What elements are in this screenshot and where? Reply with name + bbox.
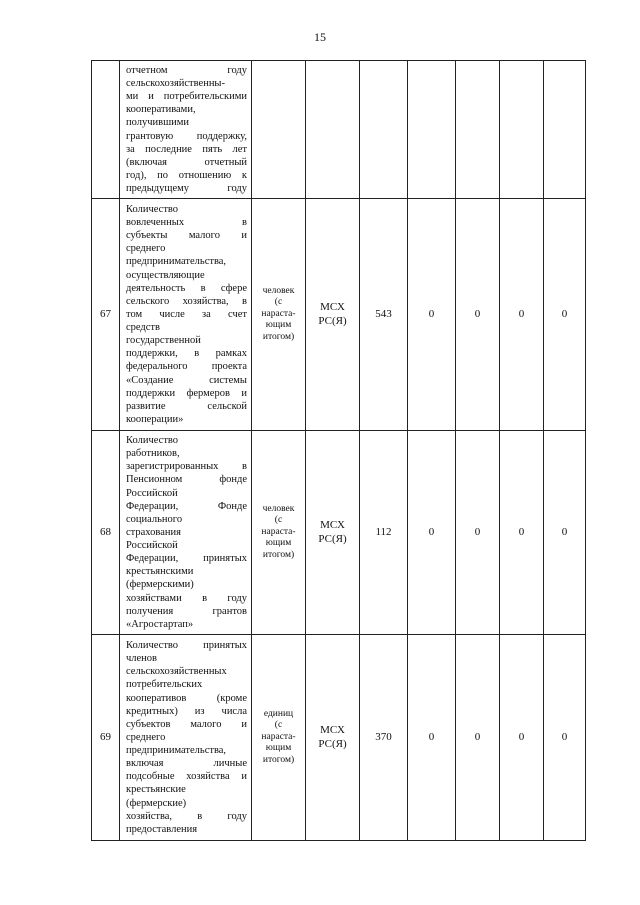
table-row [92, 431, 586, 635]
value-cell [500, 61, 544, 199]
indicator-description-line: Федерации, Фонде [126, 500, 247, 512]
unit-cell [252, 61, 306, 199]
indicator-description-line: Федерации, принятых [126, 553, 247, 565]
indicators-table [91, 60, 586, 841]
indicator-description-line: Пенсионном фонде [126, 474, 247, 486]
indicator-description-line: (включая отчетный [126, 156, 247, 168]
indicator-description-line: предыдущему году [126, 183, 247, 194]
value-cell: 0 [500, 635, 544, 841]
indicator-description-line: отчетном году [126, 64, 247, 76]
indicator-description-line: субъектов малого и [126, 718, 247, 730]
indicator-description-line: грантовую поддержку, [126, 130, 247, 142]
table-body [92, 61, 586, 841]
indicator-description-line: (фермерские) [126, 797, 187, 809]
value-cell: 0 [500, 199, 544, 431]
indicator-description-line: за последние пять лет [126, 143, 247, 155]
value-cell: 0 [456, 431, 500, 635]
unit-cell-line: единиц [263, 709, 294, 720]
unit-cell-line: итогом) [262, 754, 295, 765]
indicator-description-line: предоставления [126, 823, 198, 835]
row-number-cell: 69 [92, 635, 120, 841]
responsible-org-cell-line: МСХ [320, 723, 345, 736]
table-row [92, 61, 586, 199]
row-number-cell [92, 61, 120, 199]
indicator-description-line: Количество [126, 203, 179, 215]
unit-cell-line: итогом) [262, 331, 295, 342]
responsible-org-cell [306, 61, 360, 199]
indicator-description-line: среднего [126, 731, 166, 743]
table-row [92, 635, 586, 841]
indicator-description-line: сельскохозяйственны- [126, 78, 225, 89]
unit-cell-line: нараста- [261, 731, 296, 742]
responsible-org-cell [306, 635, 360, 841]
indicator-description-line: предпринимательства, [126, 745, 227, 757]
responsible-org-cell-line: РС(Я) [318, 737, 347, 750]
indicator-description-line: государственной [126, 335, 201, 347]
indicator-description-line: (фермерскими) [126, 579, 194, 591]
indicator-description-line: том числе за счет [126, 308, 247, 320]
indicator-description-line: потребительских [126, 679, 203, 691]
value-cell: 370 [360, 635, 408, 841]
indicator-description-line: Российской [126, 540, 178, 552]
indicator-description-line: подсобные хозяйства и [126, 771, 247, 783]
indicator-description-line: получения грантов [126, 605, 247, 617]
indicator-description-line: федерального проекта [126, 361, 247, 373]
indicator-description [120, 61, 252, 199]
indicator-description-line: ми и потребительскими [126, 91, 247, 103]
unit-cell [252, 431, 306, 635]
indicator-description-line: средств [126, 322, 160, 334]
unit-cell-line: человек [262, 504, 295, 515]
responsible-org-cell-line: РС(Я) [318, 532, 347, 545]
responsible-org-cell-line: РС(Я) [318, 314, 347, 327]
unit-cell-line: (с [274, 720, 283, 731]
value-cell: 0 [544, 199, 586, 431]
value-cell: 0 [408, 199, 456, 431]
value-cell [408, 61, 456, 199]
unit-cell [252, 635, 306, 841]
indicator-description-line: сельского хозяйства, в [126, 295, 247, 307]
value-cell: 543 [360, 199, 408, 431]
value-cell [456, 61, 500, 199]
indicator-description-line: кооперативов (кроме [126, 692, 247, 704]
unit-cell-line: человек [262, 286, 295, 297]
value-cell: 0 [408, 431, 456, 635]
responsible-org-cell-line: МСХ [320, 300, 345, 313]
indicator-description-line: поддержки, в рамках [126, 348, 247, 360]
indicator-description-line: получившими [126, 117, 190, 129]
unit-cell [252, 199, 306, 431]
indicator-description-line: хозяйствами в году [126, 592, 247, 604]
value-cell: 0 [500, 431, 544, 635]
indicator-description-line: деятельность в сфере [126, 282, 247, 294]
responsible-org-cell [306, 199, 360, 431]
indicator-description-line: «Агростартап» [126, 618, 194, 630]
unit-cell-line: итогом) [262, 549, 295, 560]
value-cell: 0 [456, 635, 500, 841]
indicator-description-line: год), по отношению к [126, 169, 247, 181]
unit-cell-line: ющим [265, 743, 292, 754]
table-row [92, 199, 586, 431]
row-number-cell: 67 [92, 199, 120, 431]
indicator-description-line: субъекты малого и [126, 230, 247, 242]
indicator-description-line: Количество принятых [126, 640, 247, 652]
unit-cell-line: (с [274, 297, 283, 308]
unit-cell-line: нараста- [261, 526, 296, 537]
indicator-description-line: кооперативами, [126, 104, 196, 116]
indicator-description-line: поддержки фермеров и [126, 387, 247, 399]
value-cell: 0 [544, 635, 586, 841]
indicator-description-line: кредитных) из числа [126, 705, 247, 717]
value-cell: 0 [456, 199, 500, 431]
page-number: 15 [314, 30, 326, 44]
indicator-description-line: среднего [126, 243, 166, 255]
value-cell: 0 [408, 635, 456, 841]
unit-cell-line: ющим [265, 320, 292, 331]
value-cell [544, 61, 586, 199]
indicator-description [120, 635, 252, 841]
indicator-description-line: крестьянские [126, 784, 186, 796]
indicator-description [120, 199, 252, 431]
indicator-description-line: предпринимательства, [126, 256, 227, 268]
indicator-description-line: вовлеченных в [126, 217, 247, 229]
indicator-description-line: кооперации» [126, 413, 184, 425]
unit-cell-line: (с [274, 515, 283, 526]
responsible-org-cell-line: МСХ [320, 518, 345, 531]
indicator-description-line: включая личные [126, 758, 247, 770]
unit-cell-line: нараста- [261, 308, 296, 319]
row-number-cell: 68 [92, 431, 120, 635]
indicator-description-line: работников, [126, 448, 180, 460]
indicator-description-line: зарегистрированных в [126, 461, 247, 473]
unit-cell-line: ющим [265, 538, 292, 549]
indicator-description-line: сельскохозяйственных [126, 666, 227, 678]
value-cell: 112 [360, 431, 408, 635]
value-cell [360, 61, 408, 199]
indicator-description-line: хозяйства, в году [126, 810, 247, 822]
indicator-description-line: крестьянскими [126, 566, 194, 578]
indicator-description-line: «Создание системы [126, 374, 247, 386]
indicator-description-line: развитие сельской [126, 400, 247, 412]
indicator-description-line: страхования [126, 526, 181, 538]
value-cell: 0 [544, 431, 586, 635]
indicator-description-line: социального [126, 513, 183, 525]
indicator-description-line: членов [126, 653, 158, 665]
indicator-description-line: осуществляющие [126, 269, 205, 281]
indicator-description [120, 431, 252, 635]
indicator-description-line: Количество [126, 435, 179, 447]
indicator-description-line: Российской [126, 487, 178, 499]
responsible-org-cell [306, 431, 360, 635]
